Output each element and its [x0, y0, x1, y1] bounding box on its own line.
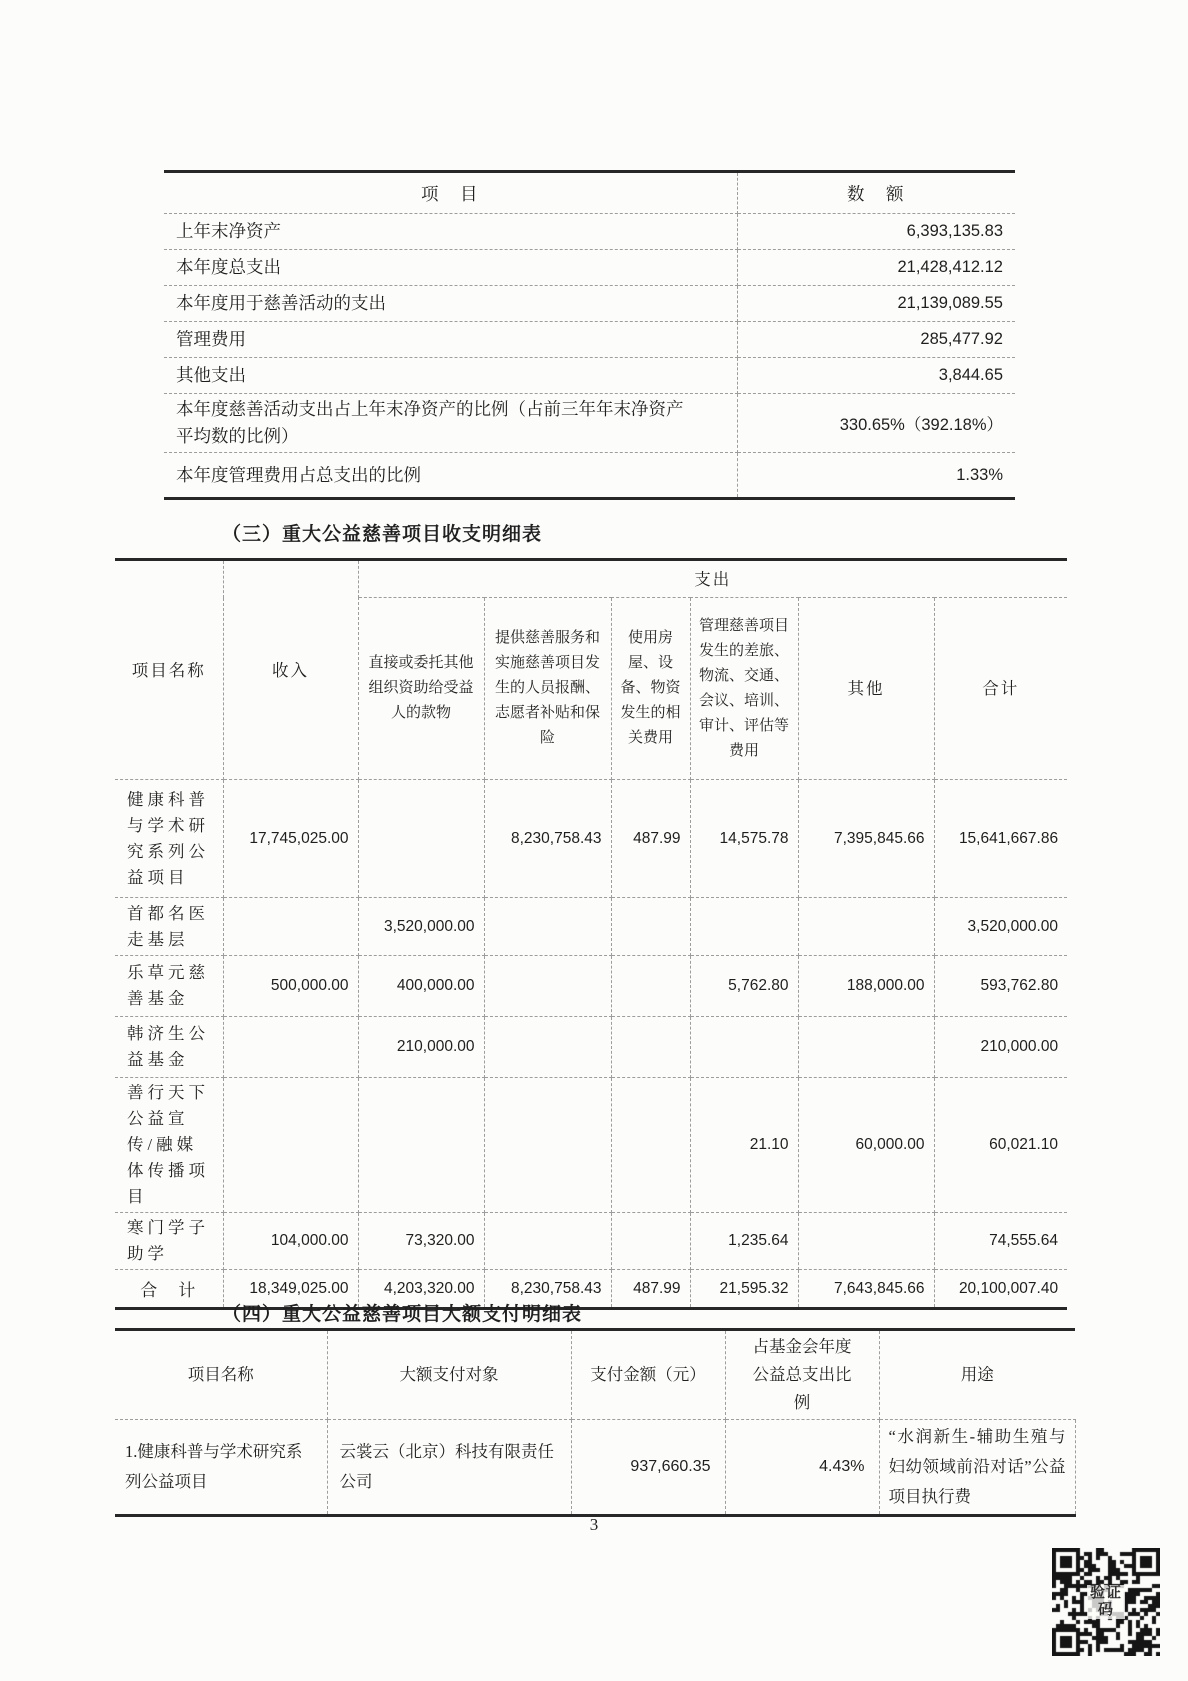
payment-ratio: 4.43% — [725, 1420, 879, 1516]
total-cell: 593,762.80 — [934, 956, 1067, 1017]
col-header-amount: 支付金额（元） — [571, 1330, 725, 1420]
project-name-cell: 首都名医走基层 — [115, 898, 223, 956]
large-payment-table — [115, 1328, 1076, 1517]
summary-item-label: 其他支出 — [164, 358, 737, 394]
summary-item-value: 6,393,135.83 — [737, 214, 1015, 250]
summary-header-item: 项 目 — [164, 172, 737, 214]
total-row-label: 合 计 — [115, 1270, 223, 1309]
direct-funding-cell: 3,520,000.00 — [358, 898, 484, 956]
payment-amount: 937,660.35 — [571, 1420, 725, 1516]
summary-item-value: 3,844.65 — [737, 358, 1015, 394]
admin-cell: 1,235.64 — [690, 1213, 798, 1270]
personnel-cell: 8,230,758.43 — [484, 780, 611, 898]
summary-item-label: 本年度慈善活动支出占上年末净资产的比例（占前三年年末净资产平均数的比例） — [164, 394, 737, 453]
section3-title: （三）重大公益慈善项目收支明细表 — [222, 524, 543, 545]
summary-item-label: 本年度总支出 — [164, 250, 737, 286]
payment-purpose: “水润新生-辅助生殖与妇幼领域前沿对话”公益项目执行费 — [879, 1420, 1075, 1516]
total-cell: 210,000.00 — [934, 1017, 1067, 1078]
table-row — [164, 453, 1015, 499]
personnel-cell — [484, 1078, 611, 1213]
facilities-cell: 487.99 — [611, 1270, 690, 1309]
facilities-cell — [611, 1078, 690, 1213]
total-cell: 60,021.10 — [934, 1078, 1067, 1213]
summary-item-value: 21,139,089.55 — [737, 286, 1015, 322]
total-cell: 3,520,000.00 — [934, 898, 1067, 956]
personnel-cell: 8,230,758.43 — [484, 1270, 611, 1309]
summary-item-value: 21,428,412.12 — [737, 250, 1015, 286]
table-row — [164, 286, 1015, 322]
table-row — [115, 956, 1067, 1017]
income-cell: 17,745,025.00 — [223, 780, 358, 898]
project-name-cell: 善行天下公益宣传/融媒体传播项目 — [115, 1078, 223, 1213]
table-row — [164, 322, 1015, 358]
personnel-cell — [484, 898, 611, 956]
col-header-admin: 管理慈善项目发生的差旅、物流、交通、会议、培训、审计、评估等费用 — [690, 598, 798, 780]
summary-table — [164, 170, 1015, 500]
table-row — [115, 1420, 1075, 1516]
admin-cell — [690, 1017, 798, 1078]
facilities-cell: 487.99 — [611, 780, 690, 898]
other-cell: 7,643,845.66 — [798, 1270, 934, 1309]
other-cell — [798, 898, 934, 956]
income-cell — [223, 898, 358, 956]
col-header-project-name: 项目名称 — [115, 1330, 327, 1420]
project-name-cell: 健康科普与学术研究系列公益项目 — [115, 780, 223, 898]
admin-cell: 14,575.78 — [690, 780, 798, 898]
expense-group-header-row — [115, 560, 1067, 598]
direct-funding-cell: 400,000.00 — [358, 956, 484, 1017]
admin-cell: 21,595.32 — [690, 1270, 798, 1309]
summary-item-label: 上年末净资产 — [164, 214, 737, 250]
col-header-other: 其他 — [798, 598, 934, 780]
col-header-direct-funding: 直接或委托其他组织资助给受益人的款物 — [358, 598, 484, 780]
facilities-cell — [611, 1213, 690, 1270]
income-cell: 500,000.00 — [223, 956, 358, 1017]
direct-funding-cell — [358, 780, 484, 898]
col-header-expense-group: 支出 — [358, 560, 1067, 598]
col-header-payee: 大额支付对象 — [327, 1330, 571, 1420]
col-header-purpose: 用途 — [879, 1330, 1075, 1420]
personnel-cell — [484, 1017, 611, 1078]
project-income-expense-table — [115, 558, 1067, 1310]
table-row — [115, 780, 1067, 898]
direct-funding-cell — [358, 1078, 484, 1213]
total-cell: 15,641,667.86 — [934, 780, 1067, 898]
facilities-cell — [611, 956, 690, 1017]
table-row — [164, 358, 1015, 394]
other-cell — [798, 1017, 934, 1078]
project-name-cell: 乐草元慈善基金 — [115, 956, 223, 1017]
personnel-cell — [484, 1213, 611, 1270]
total-cell: 20,100,007.40 — [934, 1270, 1067, 1309]
table-row — [115, 898, 1067, 956]
direct-funding-cell: 73,320.00 — [358, 1213, 484, 1270]
summary-item-label: 本年度管理费用占总支出的比例 — [164, 453, 737, 499]
other-cell: 188,000.00 — [798, 956, 934, 1017]
direct-funding-cell: 210,000.00 — [358, 1017, 484, 1078]
project-name-cell: 寒门学子助学 — [115, 1213, 223, 1270]
table-row — [115, 1017, 1067, 1078]
admin-cell: 21.10 — [690, 1078, 798, 1213]
summary-item-value: 285,477.92 — [737, 322, 1015, 358]
col-header-ratio: 占基金会年度公益总支出比例 — [725, 1330, 879, 1420]
col-header-project: 项目名称 — [115, 560, 223, 780]
income-cell: 18,349,025.00 — [223, 1270, 358, 1309]
summary-item-value: 1.33% — [737, 453, 1015, 499]
total-cell: 74,555.64 — [934, 1213, 1067, 1270]
summary-item-value: 330.65%（392.18%） — [737, 394, 1015, 453]
section4-title: （四）重大公益慈善项目大额支付明细表 — [222, 1304, 583, 1325]
col-header-total: 合计 — [934, 598, 1067, 780]
admin-cell: 5,762.80 — [690, 956, 798, 1017]
table-row — [164, 214, 1015, 250]
table-row — [164, 394, 1015, 453]
facilities-cell — [611, 1017, 690, 1078]
income-cell: 104,000.00 — [223, 1213, 358, 1270]
project-name-cell: 韩济生公益基金 — [115, 1017, 223, 1078]
facilities-cell — [611, 898, 690, 956]
table-row — [115, 1078, 1067, 1213]
personnel-cell — [484, 956, 611, 1017]
admin-cell — [690, 898, 798, 956]
other-cell: 60,000.00 — [798, 1078, 934, 1213]
table-row — [164, 250, 1015, 286]
income-cell — [223, 1017, 358, 1078]
qr-verification-label: 验证码 — [1087, 1585, 1125, 1619]
page-number: 3 — [589, 1515, 599, 1534]
other-cell: 7,395,845.66 — [798, 780, 934, 898]
payment-payee: 云裳云（北京）科技有限责任公司 — [327, 1420, 571, 1516]
payment-header-row — [115, 1330, 1075, 1420]
income-cell — [223, 1078, 358, 1213]
summary-item-label: 本年度用于慈善活动的支出 — [164, 286, 737, 322]
col-header-facilities: 使用房屋、设备、物资发生的相关费用 — [611, 598, 690, 780]
payment-project-name: 1.健康科普与学术研究系列公益项目 — [115, 1420, 327, 1516]
table-row — [115, 1213, 1067, 1270]
summary-item-label: 管理费用 — [164, 322, 737, 358]
direct-funding-cell: 4,203,320.00 — [358, 1270, 484, 1309]
col-header-personnel: 提供慈善服务和实施慈善项目发生的人员报酬、志愿者补贴和保险 — [484, 598, 611, 780]
summary-header-row — [164, 172, 1015, 214]
col-header-income: 收入 — [223, 560, 358, 780]
summary-header-amount: 数 额 — [737, 172, 1015, 214]
verification-qr-stamp — [1052, 1548, 1160, 1656]
other-cell — [798, 1213, 934, 1270]
